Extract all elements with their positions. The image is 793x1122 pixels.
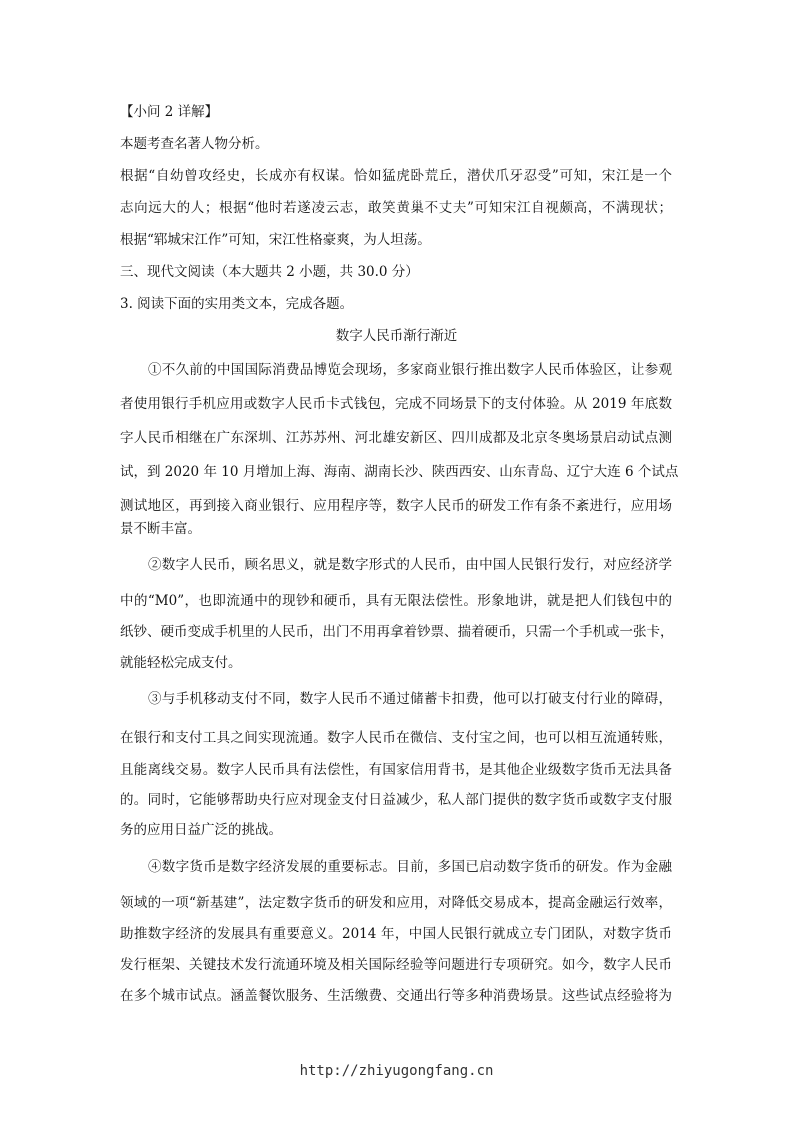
- paragraph-1-line: 试，到 2020 年 10 月增加上海、海南、湖南长沙、陕西西安、山东青岛、辽宁大连 6 个试点: [120, 464, 679, 480]
- paragraph-4-line: 发行框架、关键技术发行流通环境及相关国际经验等问题进行专项研究。如今，数字人民币: [120, 957, 672, 973]
- paragraph-2-line: 就能轻松完成支付。: [120, 655, 242, 671]
- article-title: 数字人民币渐行渐近: [335, 328, 458, 344]
- analysis-intro: 本题考查名著人物分析。: [120, 136, 269, 152]
- paragraph-1-line: ①不久前的中国国际消费品博览会现场，多家商业银行推出数字人民币体验区，让参观: [148, 362, 672, 378]
- paragraph-3-line: 务的应用日益广泛的挑战。: [120, 822, 282, 838]
- paragraph-1-line: 景不断丰富。: [120, 521, 201, 537]
- paragraph-3-line: ③与手机移动支付不同，数字人民币不通过储蓄卡扣费，他可以打破支付行业的障碍，: [148, 691, 672, 707]
- paragraph-1-line: 者使用银行手机应用或数字人民币卡式钱包，完成不同场景下的支付体验。从 2019 年底数: [120, 396, 672, 412]
- paragraph-4-line: ④数字货币是数字经济发展的重要标志。目前，多国已启动数字货币的研发。作为金融: [148, 859, 672, 875]
- analysis-line: 志向远大的人；根据“他时若遂凌云志，敢笑黄巢不丈夫”可知宋江自视颇高，不满现状；: [120, 200, 672, 216]
- paragraph-3-line: 的。同时，它能够帮助央行应对现金支付日益减少，私人部门提供的数字货币或数字支付服: [120, 792, 672, 808]
- paragraph-3-line: 且能离线交易。数字人民币具有法偿性，有国家信用背书，是其他企业级数字货币无法具备: [120, 762, 672, 778]
- analysis-line: 根据“自幼曾攻经史，长成亦有权谋。恰如猛虎卧荒丘，潜伏爪牙忍受”可知，宋江是一个: [120, 168, 672, 184]
- paragraph-2-line: ②数字人民币，顾名思义，就是数字形式的人民币，由中国人民银行发行，对应经济学: [148, 557, 672, 573]
- paragraph-2-line: 中的“M0”，也即流通中的现钞和硬币，具有无限法偿性。形象地讲，就是把人们钱包中的: [120, 593, 672, 609]
- paragraph-1-line: 字人民币相继在广东深圳、江苏苏州、河北雄安新区、四川成都及北京冬奥场景启动试点测: [120, 430, 672, 446]
- analysis-line: 根据“郓城宋江作”可知，宋江性格豪爽，为人坦荡。: [120, 232, 431, 248]
- paragraph-4-line: 在多个城市试点。涵盖餐饮服务、生活缴费、交通出行等多种消费场景。这些试点经验将为: [120, 988, 672, 1004]
- question-prompt: 3. 阅读下面的实用类文本，完成各题。: [120, 296, 354, 312]
- part-heading: 三、现代文阅读（本大题共 2 小题，共 30.0 分）: [120, 264, 419, 280]
- paragraph-1-line: 测试地区，再到接入商业银行、应用程序等，数字人民币的研发工作有条不紊进行，应用场: [120, 498, 672, 514]
- paragraph-3-line: 在银行和支付工具之间实现流通。数字人民币在微信、支付宝之间，也可以相互流通转账，: [120, 730, 672, 746]
- paragraph-4-line: 领域的一项“新基建”，法定数字货币的研发和应用，对降低交易成本，提高金融运行效率，: [120, 895, 672, 911]
- paragraph-4-line: 助推数字经济的发展具有重要意义。2014 年，中国人民银行就成立专门团队，对数字货币: [120, 926, 672, 942]
- footer-url[interactable]: http://zhiyugongfang.cn: [299, 1063, 494, 1079]
- paragraph-2-line: 纸钞、硬币变成手机里的人民币，出门不用再拿着钞票、揣着硬币，只需一个手机或一张卡，: [120, 624, 674, 640]
- section-header: 【小问 2 详解】: [120, 104, 219, 120]
